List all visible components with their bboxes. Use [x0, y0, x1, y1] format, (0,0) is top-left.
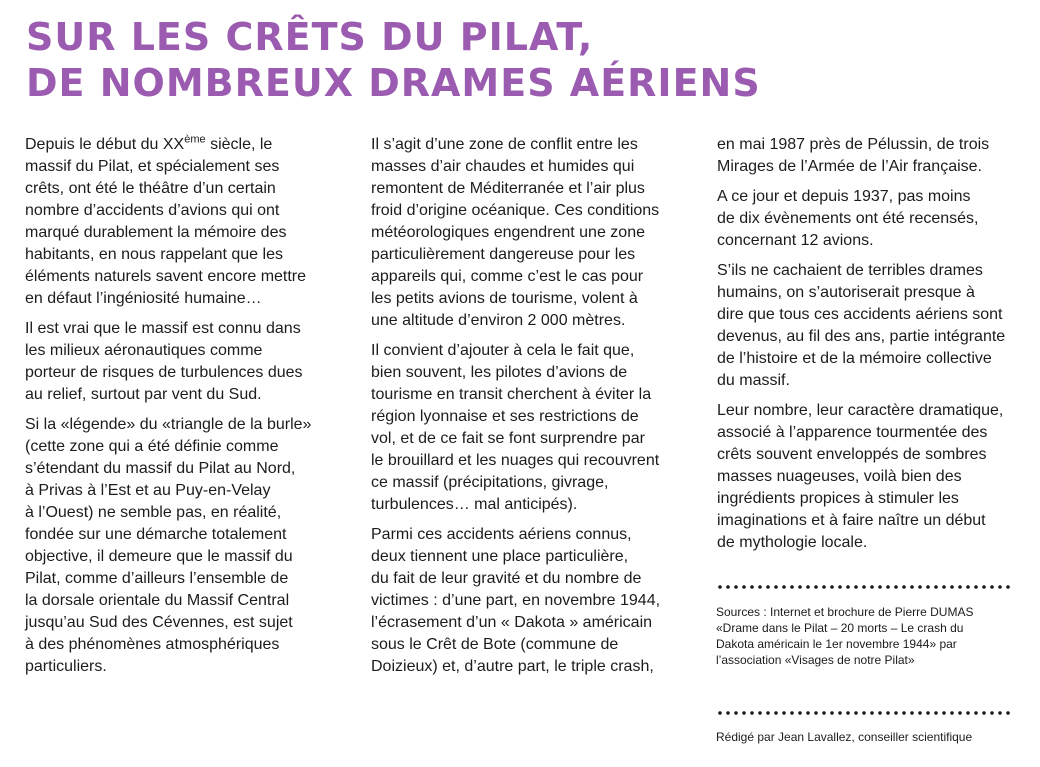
text-line: habitants, en nous rappelant que les: [25, 246, 283, 263]
text-line: «Drame dans le Pilat – 20 morts – Le crash du: [716, 621, 964, 635]
text-fragment: Depuis le début du XX: [25, 136, 185, 153]
text-line: tourisme en transit cherchent à éviter la: [371, 386, 652, 403]
text-line: de l’histoire et de la mémoire collective: [717, 350, 992, 367]
text-line: crêts, ont été le théâtre d’un certain: [25, 180, 276, 197]
text-line: de mythologie locale.: [717, 534, 868, 551]
paragraph-col3-1: [717, 134, 1017, 178]
paragraph-col2-3: [371, 524, 671, 678]
paragraph-col3-4: [717, 400, 1017, 554]
paragraph-col1-1: [25, 134, 325, 310]
text-line: éléments naturels savent encore mettre: [25, 268, 307, 285]
text-line: sous le Crêt de Bote (commune de: [371, 636, 619, 653]
text-line: devenus, au fil des ans, partie intégrante: [717, 328, 1006, 345]
text-line: du fait de leur gravité et du nombre de: [371, 570, 642, 587]
text-line: météorologiques engendrent une zone: [371, 224, 645, 241]
text-line: masses nuageuses, voilà bien des: [717, 468, 962, 485]
text-line: Parmi ces accidents aériens connus,: [371, 526, 632, 543]
superscript: ème: [184, 133, 206, 146]
paragraph-col3-2: [717, 186, 1017, 252]
text-line: l’écrasement d’un « Dakota » américain: [371, 614, 653, 631]
paragraph-col2-1: [371, 134, 671, 332]
text-line: associé à l’apparence tourmentée des: [717, 424, 988, 441]
text-line: les petits avions de tourisme, volent à: [371, 290, 638, 307]
sources-note: [716, 604, 1016, 668]
text-line: les milieux aéronautiques comme: [25, 342, 263, 359]
paragraph-col1-3: [25, 414, 325, 678]
text-line: turbulences… mal anticipés).: [371, 496, 578, 513]
text-line: à des phénomènes atmosphériques: [25, 636, 280, 653]
column-1: [25, 134, 325, 686]
text-line: marqué durablement la mémoire des: [25, 224, 287, 241]
column-3: [717, 134, 1017, 562]
text-line: le brouillard et les nuages qui recouvrent: [371, 452, 660, 469]
text-line: Si la «légende» du «triangle de la burle»: [25, 416, 312, 433]
text-line: S’ils ne cachaient de terribles drames: [717, 262, 983, 279]
text-line: Mirages de l’Armée de l’Air française.: [717, 158, 982, 175]
text-line: Pilat, comme d’ailleurs l’ensemble de: [25, 570, 289, 587]
author-credit: Rédigé par Jean Lavallez, conseiller scientifique: [716, 730, 973, 744]
text-line: au relief, surtout par vent du Sud.: [25, 386, 262, 403]
dotted-divider: [716, 584, 1013, 590]
paragraph-col3-3: [717, 260, 1017, 392]
text-fragment: siècle, le: [205, 136, 273, 153]
text-line: Il s’agit d’une zone de conflit entre les: [371, 136, 638, 153]
text-line: Dakota américain le 1er novembre 1944» par: [716, 637, 957, 651]
text-line: du massif.: [717, 372, 790, 389]
text-line: particuliers.: [25, 658, 107, 675]
text-line: humains, on s’autoriserait presque à: [717, 284, 975, 301]
paragraph-col2-2: [371, 340, 671, 516]
text-line: crêts souvent enveloppés de sombres: [717, 446, 987, 463]
text-line: [25, 134, 325, 156]
text-line: de dix évènements ont été recensés,: [717, 210, 979, 227]
text-line: en mai 1987 près de Pélussin, de trois: [717, 136, 990, 153]
text-line: l’association «Visages de notre Pilat»: [716, 653, 915, 667]
text-line: victimes : d’une part, en novembre 1944,: [371, 592, 661, 609]
text-line: fondée sur une démarche totalement: [25, 526, 287, 543]
text-line: Sources : Internet et brochure de Pierre DUMAS: [716, 605, 974, 619]
text-line: Doizieux) et, d’autre part, le triple crash,: [371, 658, 654, 675]
text-line: dire que tous ces accidents aériens sont: [717, 306, 1003, 323]
text-line: à Privas à l’Est et au Puy-en-Velay: [25, 482, 271, 499]
title-line-2: DE NOMBREUX DRAMES AÉRIENS: [26, 61, 761, 105]
text-line: ce massif (précipitations, givrage,: [371, 474, 609, 491]
text-line: en défaut l’ingéniosité humaine…: [25, 290, 262, 307]
dotted-divider: [716, 710, 1013, 716]
text-line: remontent de Méditerranée et l’air plus: [371, 180, 645, 197]
text-line: à l’Ouest) ne semble pas, en réalité,: [25, 504, 282, 521]
text-line: Leur nombre, leur caractère dramatique,: [717, 402, 1004, 419]
text-line: appareils qui, comme c’est le cas pour: [371, 268, 644, 285]
text-line: objective, il demeure que le massif du: [25, 548, 293, 565]
text-line: (cette zone qui a été définie comme: [25, 438, 279, 455]
text-line: froid d’origine océanique. Ces conditions: [371, 202, 660, 219]
paragraph-col1-2: [25, 318, 325, 406]
text-line: bien souvent, les pilotes d’avions de: [371, 364, 628, 381]
text-line: s’étendant du massif du Pilat au Nord,: [25, 460, 296, 477]
text-line: la dorsale orientale du Massif Central: [25, 592, 290, 609]
text-line: Il convient d’ajouter à cela le fait que,: [371, 342, 635, 359]
text-line: jusqu’au Sud des Cévennes, est sujet: [25, 614, 293, 631]
text-line: concernant 12 avions.: [717, 232, 874, 249]
text-line: nombre d’accidents d’avions qui ont: [25, 202, 280, 219]
text-line: ingrédients propices à stimuler les: [717, 490, 959, 507]
page-title: [26, 14, 761, 106]
text-line: imaginations et à faire naître un début: [717, 512, 986, 529]
text-line: massif du Pilat, et spécialement ses: [25, 158, 280, 175]
column-2: [371, 134, 671, 686]
text-line: Il est vrai que le massif est connu dans: [25, 320, 301, 337]
text-line: porteur de risques de turbulences dues: [25, 364, 303, 381]
text-line: une altitude d’environ 2 000 mètres.: [371, 312, 626, 329]
title-line-1: SUR LES CRÊTS DU PILAT,: [26, 15, 594, 59]
text-line: particulièrement dangereuse pour les: [371, 246, 636, 263]
text-line: région lyonnaise et ses restrictions de: [371, 408, 639, 425]
text-line: vol, et de ce fait se font surprendre par: [371, 430, 645, 447]
text-line: A ce jour et depuis 1937, pas moins: [717, 188, 971, 205]
text-line: deux tiennent une place particulière,: [371, 548, 629, 565]
text-line: masses d’air chaudes et humides qui: [371, 158, 635, 175]
